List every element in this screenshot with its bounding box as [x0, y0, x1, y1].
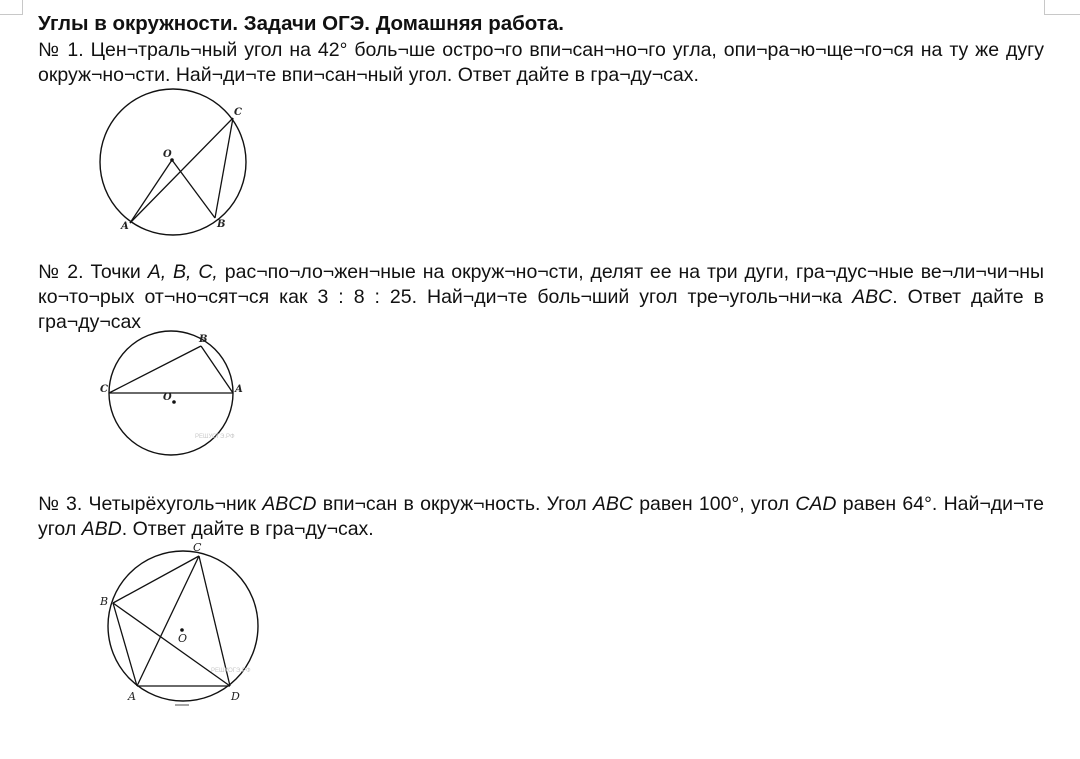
point-label-c: C: [234, 107, 242, 118]
point-label-a: A: [128, 690, 136, 703]
point-label-d: D: [231, 690, 240, 703]
document-title: Углы в окружности. Задачи ОГЭ. Домашняя работа.: [38, 12, 564, 35]
problem-2-figure: [95, 330, 255, 480]
problem-3-angle-cad: CAD: [795, 493, 837, 515]
problem-2-points: A, B, C,: [147, 261, 218, 283]
point-label-b: B: [100, 595, 109, 608]
point-label-o: O: [178, 632, 188, 645]
problem-3-text-a: Четырёхуголь¬ник: [88, 493, 263, 515]
problem-3-angle-abd: ABD: [81, 518, 122, 540]
point-label-a: A: [235, 384, 243, 395]
problem-3-text-b: впи¬сан в окруж¬ность. Угол: [316, 493, 593, 515]
problem-2-text-c: . Ответ дайте в гра¬ду¬сах: [38, 286, 1044, 333]
problem-3-quad: ABCD: [262, 493, 317, 515]
problem-2: [38, 260, 1044, 335]
point-label-o: O: [163, 392, 172, 403]
watermark: РЕШУОГЭ.РФ: [211, 668, 251, 674]
problem-3-number: № 3.: [38, 493, 83, 515]
problem-1-figure: [90, 100, 260, 240]
problem-1-text: Цен¬траль¬ный угол на 42° боль¬ше остро¬го впи¬сан¬но¬го угла, опи¬ра¬ю¬ще¬го¬ся на ту же дугу окруж¬но¬сти. Най¬ди¬те впи¬сан¬ный угол. Ответ дайте в гра¬ду¬сах.: [38, 39, 1045, 86]
problem-3: [38, 492, 1044, 542]
problem-3-text-d: равен 64°. Най¬ди¬те угол: [38, 493, 1044, 540]
point-label-c: C: [193, 541, 202, 554]
point-label-c: C: [100, 384, 108, 395]
problem-3-text-c: равен 100°, угол: [632, 493, 796, 515]
point-label-b: B: [217, 219, 226, 230]
problem-2-number: № 2.: [38, 261, 84, 283]
problem-3-figure: [95, 538, 275, 713]
problem-1: [38, 38, 1044, 88]
watermark: РЕШУОГЭ.РФ: [195, 434, 235, 440]
problem-2-triangle: ABC: [852, 286, 893, 308]
problem-3-angle-abc: ABC: [592, 493, 633, 515]
crop-mark-top-right: [1044, 0, 1080, 15]
crop-mark-top-left: [0, 0, 23, 15]
point-label-o: O: [163, 149, 172, 160]
problem-2-text-a: Точки: [90, 261, 148, 283]
problem-1-number: № 1.: [38, 39, 84, 61]
point-label-b: B: [199, 334, 208, 345]
problem-2-text-b: рас¬по¬ло¬жен¬ные на окруж¬но¬сти, делят ее на три дуги, гра¬дус¬ные ве¬ли¬чи¬ны ко¬то¬рых от¬но¬сят¬ся как 3 : 8 : 25. Най¬ди¬те боль¬ший угол тре¬уголь¬ни¬ка: [38, 261, 1044, 308]
problem-3-text-e: . Ответ дайте в гра¬ду¬сах.: [121, 518, 374, 540]
point-label-a: A: [121, 221, 129, 232]
